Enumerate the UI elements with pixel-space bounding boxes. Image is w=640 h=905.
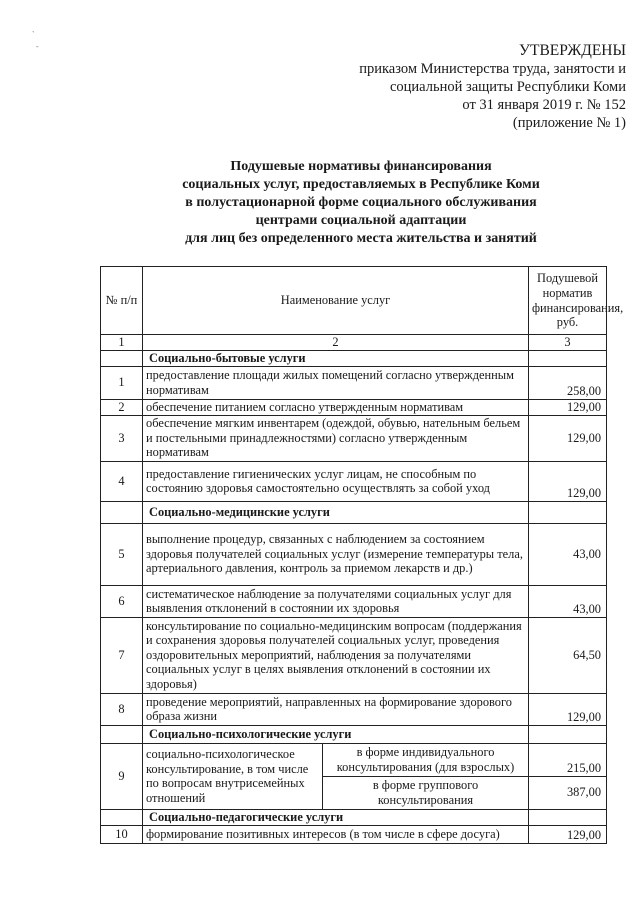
title-line: для лиц без определенного места жительства и занятий: [185, 231, 537, 246]
header-name: Наименование услуг: [143, 267, 529, 335]
approval-ministry: социальной защиты Республики Коми: [389, 79, 626, 95]
colnum-2: 2: [143, 335, 529, 351]
row-value: 258,00: [529, 366, 607, 399]
row-subtype: в форме группового консультирования: [323, 776, 529, 809]
norms-table: [100, 266, 624, 844]
row-num: 9: [101, 743, 143, 809]
row-value: 129,00: [529, 461, 607, 501]
title-line: центрами социальной адаптации: [255, 213, 467, 228]
title-line: Подушевые нормативы финансирования: [230, 159, 492, 174]
document-title: [96, 158, 626, 248]
row-value: 129,00: [529, 825, 607, 843]
row-name: социально-психологическое консультирование, в том числе по вопросам внутрисемейных отношений: [143, 743, 323, 809]
row-name: выполнение процедур, связанных с наблюдением за состоянием здоровья получателей социальных услуг (измерение температуры тела, артериального давления, контроль за приемом лекарств и др.): [143, 523, 529, 585]
scan-mark-2: -: [36, 42, 39, 51]
colnum-1: 1: [101, 335, 143, 351]
row-num: 5: [101, 523, 143, 585]
row-num: 10: [101, 825, 143, 843]
row-num: 6: [101, 585, 143, 617]
table-row: [101, 585, 607, 617]
row-value: 387,00: [529, 776, 607, 809]
table-row: [101, 523, 607, 585]
row-value: 129,00: [529, 693, 607, 725]
approval-block: [359, 42, 626, 132]
row-name: обеспечение питанием согласно утвержденным нормативам: [143, 399, 529, 415]
title-line: в полустационарной форме социального обслуживания: [185, 195, 537, 210]
row-name: систематическое наблюдение за получателями социальных услуг для выявления отклонений в состоянии их здоровья: [143, 585, 529, 617]
row-value: 43,00: [529, 523, 607, 585]
header-num: № п/п: [101, 267, 143, 335]
header-norm: Подушевой норматив финансирования, руб.: [529, 267, 607, 335]
section-title: Социально-психологические услуги: [143, 725, 529, 743]
title-line: социальных услуг, предоставляемых в Республике Коми: [182, 177, 540, 192]
row-num: 2: [101, 399, 143, 415]
row-num: 1: [101, 366, 143, 399]
table-row: [101, 825, 607, 843]
scan-mark: `: [32, 30, 35, 39]
row-name: проведение мероприятий, направленных на формирование здорового образа жизни: [143, 693, 529, 725]
row-num: 4: [101, 461, 143, 501]
section-row: [101, 725, 607, 743]
approval-date: от 31 января 2019 г. № 152: [462, 97, 626, 113]
row-name: предоставление площади жилых помещений согласно утвержденным нормативам: [143, 366, 529, 399]
table-row: [101, 366, 607, 399]
section-row: [101, 809, 607, 825]
table-row: [101, 617, 607, 693]
section-row: [101, 501, 607, 523]
table-row: [101, 399, 607, 415]
approval-order: приказом Министерства труда, занятости и: [359, 61, 626, 77]
column-number-row: [101, 335, 607, 351]
section-title: Социально-медицинские услуги: [143, 501, 529, 523]
row-name: консультирование по социально-медицинским вопросам (поддержания и сохранения здоровья получателей социальных услуг, проведения оздоровительных мероприятий, наблюдения за получателями социальных услуг в целях выявления отклонений в состоянии их здоровья): [143, 617, 529, 693]
row-name: предоставление гигиенических услуг лицам, не способным по состоянию здоровья самостоятельно осуществлять за собой уход: [143, 461, 529, 501]
section-title: Социально-бытовые услуги: [143, 350, 529, 366]
row-num: 3: [101, 415, 143, 461]
row-name: формирование позитивных интересов (в том числе в сфере досуга): [143, 825, 529, 843]
row-name: обеспечение мягким инвентарем (одеждой, обувью, нательным бельем и постельными принадлежностями) согласно утвержденным нормативам: [143, 415, 529, 461]
section-title: Социально-педагогические услуги: [143, 809, 529, 825]
section-row: [101, 350, 607, 366]
row-subtype: в форме индивидуального консультирования (для взрослых): [323, 743, 529, 776]
row-value: 129,00: [529, 415, 607, 461]
approval-heading: УТВЕРЖДЕНЫ: [519, 42, 626, 59]
table-row: [101, 743, 607, 776]
row-value: 129,00: [529, 399, 607, 415]
row-value: 43,00: [529, 585, 607, 617]
row-value: 64,50: [529, 617, 607, 693]
approval-appendix: (приложение № 1): [512, 115, 626, 131]
table-header-row: [101, 267, 607, 335]
table-row: [101, 415, 607, 461]
table-row: [101, 693, 607, 725]
row-num: 8: [101, 693, 143, 725]
table-row: [101, 461, 607, 501]
row-num: 7: [101, 617, 143, 693]
row-value: 215,00: [529, 743, 607, 776]
colnum-3: 3: [529, 335, 607, 351]
